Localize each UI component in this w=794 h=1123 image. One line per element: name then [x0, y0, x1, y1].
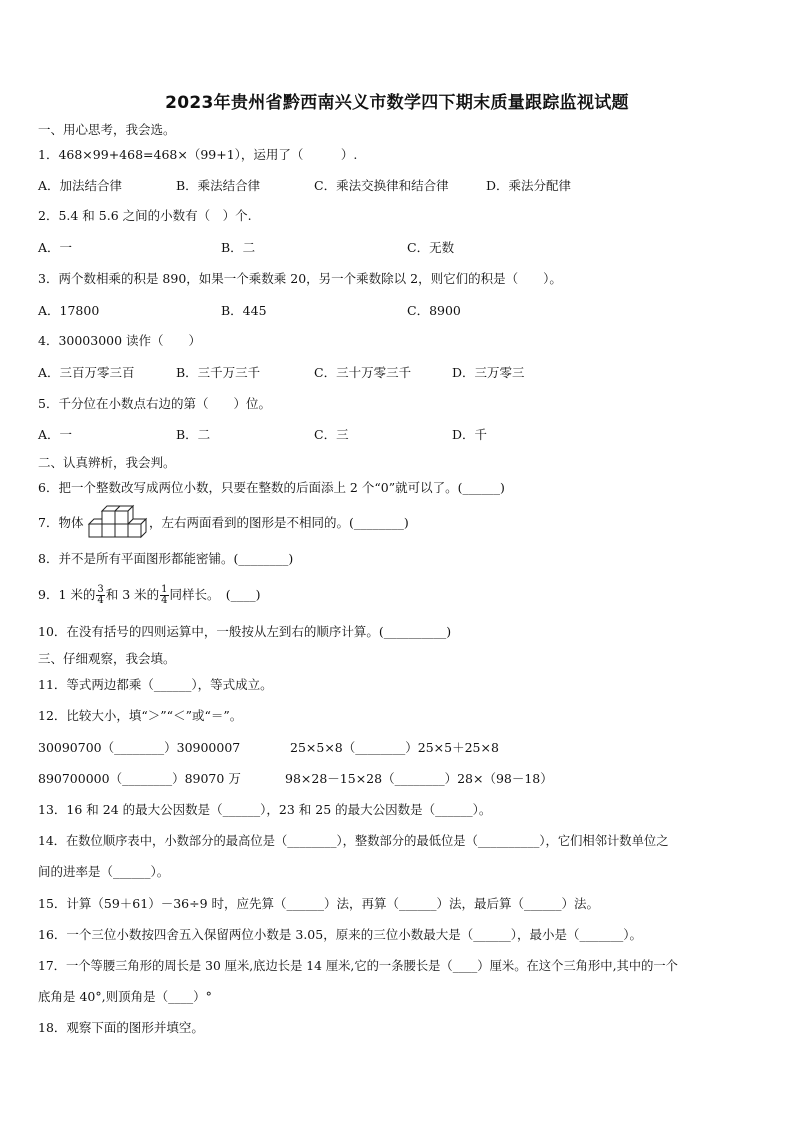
question-3: 3．两个数相乘的积是 890，如果一个乘数乘 20，另一个乘数除以 2，则它们的积是（ ）。 [38, 271, 562, 286]
q3-option-a: A．17800 [38, 303, 100, 318]
question-8: 8．并不是所有平面图形都能密铺。(________) [38, 551, 294, 566]
q5-option-a: A．一 [38, 427, 73, 442]
question-15: 15．计算（59＋61）－36÷9 时，应先算（______）法，再算（______）法，最后算（______）法。 [38, 896, 600, 911]
question-6: 6．把一个整数改写成两位小数，只要在整数的后面添上 2 个“0”就可以了。(______) [38, 480, 505, 495]
question-12: 12．比较大小，填“＞”“＜”或“＝”。 [38, 708, 243, 723]
question-9 [38, 581, 261, 609]
question-11: 11．等式两边都乘（______），等式成立。 [38, 677, 273, 692]
section-heading-1: 一、用心思考，我会选。 [38, 122, 176, 137]
fraction-three-quarters [96, 585, 104, 606]
q5-option-c: C．三 [314, 427, 349, 442]
cube-front-face [115, 524, 128, 537]
q4-option-c: C．三十万零三千 [314, 365, 412, 380]
fraction-denominator: 4 [161, 595, 168, 606]
q3-option-c: C．8900 [407, 303, 461, 318]
q2-option-a: A．一 [38, 240, 73, 255]
question-2: 2．5.4 和 5.6 之间的小数有（ ）个. [38, 208, 252, 223]
question-17-line-2: 底角是 40°,则顶角是（____）° [38, 989, 212, 1004]
question-14-line-2: 间的进率是（______）。 [38, 864, 170, 879]
q4-option-b: B．三千万三千 [176, 365, 261, 380]
question-17-line-1: 17．一个等腰三角形的周长是 30 厘米,底边长是 14 厘米,它的一条腰长是（____）厘米。在这个三角形中,其中的一个 [38, 959, 678, 973]
cube-front-face [102, 524, 115, 537]
q1-option-a: A．加法结合律 [38, 178, 123, 193]
stacked-cubes-figure [87, 502, 147, 540]
q9-suffix: 同样长。 (____) [169, 587, 261, 602]
question-4: 4．30003000 读作（ ） [38, 333, 202, 348]
question-14-line-1: 14．在数位顺序表中，小数部分的最高位是（________），整数部分的最低位是（__________），它们相邻计数单位之 [38, 834, 669, 848]
page-title: 2023年贵州省黔西南兴义市数学四下期末质量跟踪监视试题 [165, 93, 629, 113]
question-7-prefix: 7．物体 [38, 515, 84, 530]
q9-prefix: 9．1 米的 [38, 587, 96, 602]
q3-option-b: B．445 [221, 303, 267, 318]
question-1: 1．468×99+468=468×（99+1），运用了（ ）. [38, 147, 358, 162]
q2-option-c: C．无数 [407, 240, 455, 255]
q12-compare-2: 25×5×8（________）25×5＋25×8 [290, 740, 499, 755]
question-10: 10．在没有括号的四则运算中，一般按从左到右的顺序计算。(__________) [38, 624, 452, 639]
fraction-numerator: 1 [161, 584, 168, 595]
cube-front-face [115, 511, 128, 524]
cube-front-face [102, 511, 115, 524]
q5-option-d: D．千 [452, 427, 488, 442]
q4-option-a: A．三百万零三百 [38, 365, 135, 380]
cube-front-face [128, 524, 141, 537]
question-7-suffix: ，左右两面看到的图形是不相同的。(________) [149, 515, 409, 530]
section-heading-2: 二、认真辨析，我会判。 [38, 455, 176, 470]
q12-compare-1: 30090700（________）30900007 [38, 740, 241, 755]
q5-option-b: B．二 [176, 427, 211, 442]
q4-option-d: D．三万零三 [452, 365, 525, 380]
q2-option-b: B．二 [221, 240, 256, 255]
question-18: 18．观察下面的图形并填空。 [38, 1020, 204, 1035]
q1-option-c: C．乘法交换律和结合律 [314, 178, 449, 193]
q9-middle: 和 3 米的 [105, 587, 160, 602]
q1-option-d: D．乘法分配律 [486, 178, 572, 193]
fraction-numerator: 3 [97, 584, 104, 595]
q12-compare-4: 98×28－15×28（________）28×（98－18） [285, 771, 553, 786]
q1-option-b: B．乘法结合律 [176, 178, 261, 193]
cube-front-face [89, 524, 102, 537]
section-heading-3: 三、仔细观察，我会填。 [38, 651, 176, 666]
question-16: 16．一个三位小数按四舍五入保留两位小数是 3.05，原来的三位小数最大是（______），最小是（_______）。 [38, 927, 642, 942]
question-13: 13．16 和 24 的最大公因数是（______），23 和 25 的最大公因数是（______）。 [38, 802, 492, 817]
fraction-one-quarter [160, 585, 168, 606]
fraction-denominator: 4 [97, 595, 104, 606]
question-5: 5．千分位在小数点右边的第（ ）位。 [38, 396, 271, 411]
q12-compare-3: 890700000（________）89070 万 [38, 771, 241, 786]
